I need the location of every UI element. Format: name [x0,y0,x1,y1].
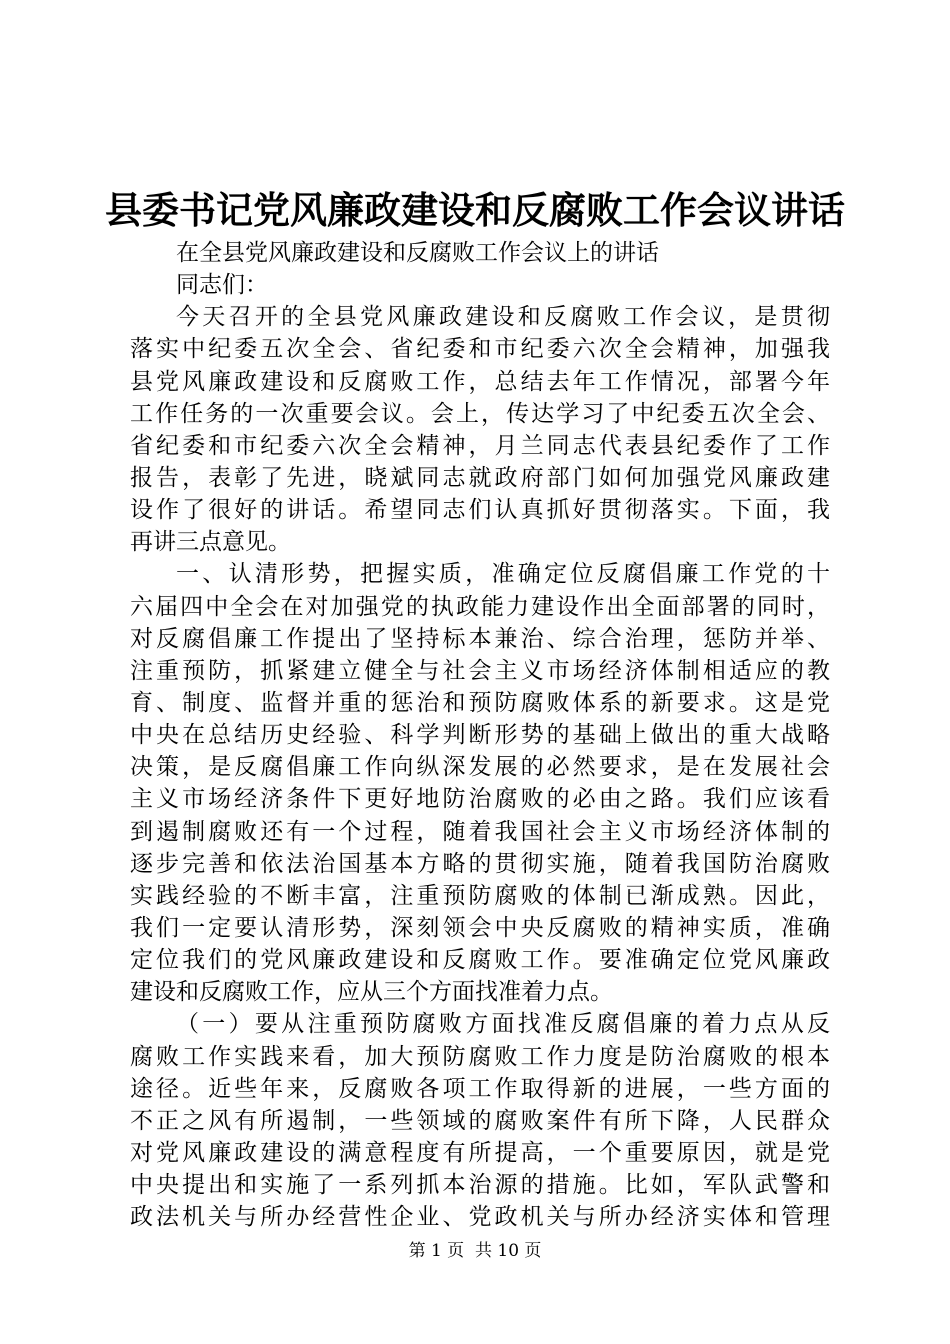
body-line: 同志们： [176,272,268,299]
body-line: 腐败工作实践来看，加大预防腐败工作力度是防治腐败的根本 [130,1043,830,1070]
body-line: 逐步完善和依法治国基本方略的贯彻实施，随着我国防治腐败 [130,850,830,877]
body-line: 六届四中全会在对加强党的执政能力建设作出全面部署的同时， [130,593,830,620]
body-line: 到遏制腐败还有一个过程，随着我国社会主义市场经济体制的 [130,818,830,845]
body-line: 建设和反腐败工作，应从三个方面找准着力点。 [130,979,613,1006]
body-line: 报告，表彰了先进，晓斌同志就政府部门如何加强党风廉政建 [130,464,830,491]
body-line: 对反腐倡廉工作提出了坚持标本兼治、综合治理，惩防并举、 [130,625,830,652]
body-line: 再讲三点意见。 [130,529,291,556]
body-line: 一、认清形势，把握实质，准确定位反腐倡廉工作党的十 [176,561,830,588]
body-line: 不正之风有所遏制，一些领域的腐败案件有所下降，人民群众 [130,1107,830,1134]
body-line: 在全县党风廉政建设和反腐败工作会议上的讲话 [176,240,659,266]
body-line: 今天召开的全县党风廉政建设和反腐败工作会议，是贯彻 [176,304,830,331]
body-line: 途径。近些年来，反腐败各项工作取得新的进展，一些方面的 [130,1075,830,1102]
body-line: 中央提出和实施了一系列抓本治源的措施。比如，军队武警和 [130,1172,830,1199]
document-title: 县委书记党风廉政建设和反腐败工作会议讲话 [105,188,845,232]
body-line: 县党风廉政建设和反腐败工作，总结去年工作情况，部署今年 [130,368,830,395]
body-line: 工作任务的一次重要会议。会上，传达学习了中纪委五次全会、 [130,400,830,427]
body-line: 设作了很好的讲话。希望同志们认真抓好贯彻落实。下面，我 [130,497,830,524]
document-body [130,237,830,1233]
body-line: 落实中纪委五次全会、省纪委和市纪委六次全会精神，加强我 [130,336,830,363]
page-footer: 第 1 页 共 10 页 [408,1241,542,1261]
body-line: 省纪委和市纪委六次全会精神，月兰同志代表县纪委作了工作 [130,432,830,459]
body-line: 我们一定要认清形势，深刻领会中央反腐败的精神实质，准确 [130,914,830,941]
body-line: 实践经验的不断丰富，注重预防腐败的体制已渐成熟。因此， [130,882,830,909]
body-line: 育、制度、监督并重的惩治和预防腐败体系的新要求。这是党 [130,689,830,716]
body-line: 政法机关与所办经营性企业、党政机关与所办经济实体和管理 [130,1204,830,1231]
body-line: 中央在总结历史经验、科学判断形势的基础上做出的重大战略 [130,722,830,749]
body-line: 主义市场经济条件下更好地防治腐败的必由之路。我们应该看 [130,786,830,813]
body-line: （一）要从注重预防腐败方面找准反腐倡廉的着力点从反 [176,1011,830,1038]
body-line: 定位我们的党风廉政建设和反腐败工作。要准确定位党风廉政 [130,947,830,974]
body-line: 对党风廉政建设的满意程度有所提高，一个重要原因，就是党 [130,1139,830,1166]
body-line: 注重预防，抓紧建立健全与社会主义市场经济体制相适应的教 [130,657,830,684]
body-line: 决策，是反腐倡廉工作向纵深发展的必然要求，是在发展社会 [130,754,830,781]
